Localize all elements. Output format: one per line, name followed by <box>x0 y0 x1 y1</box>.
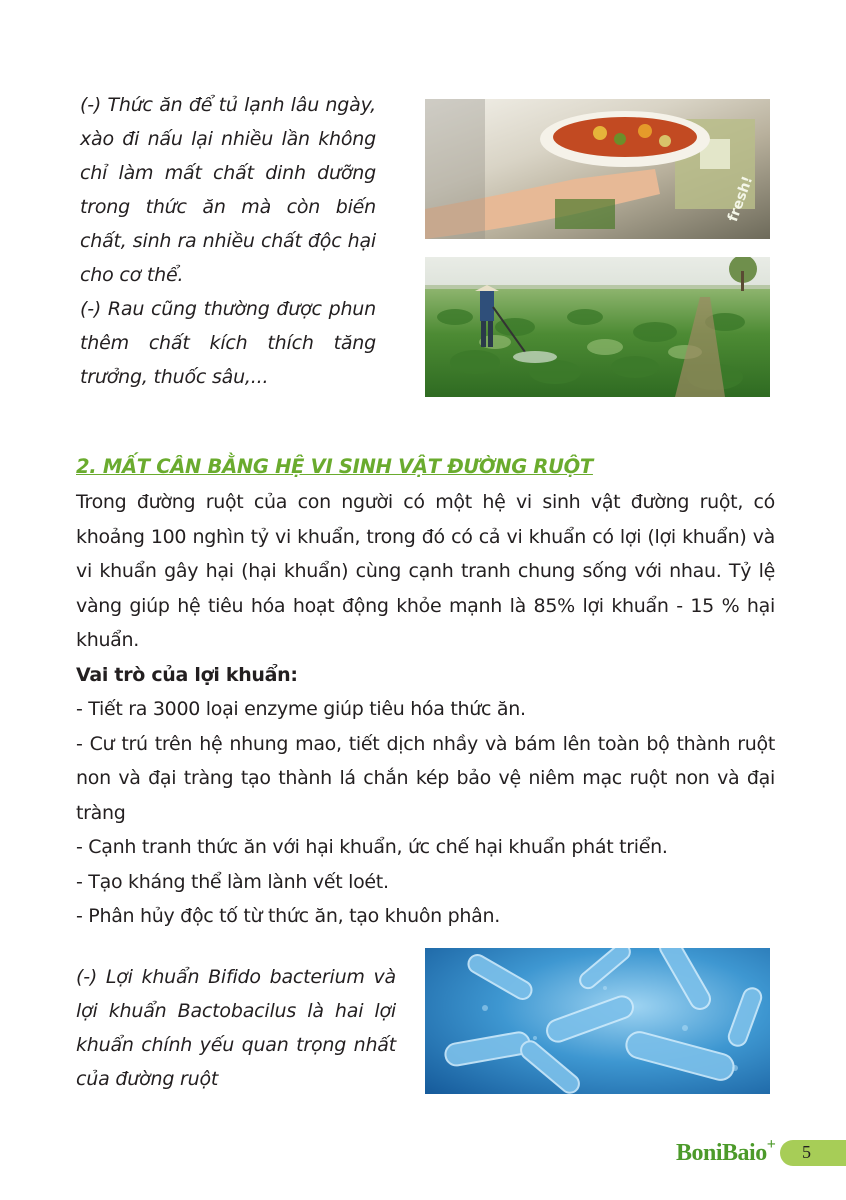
top-text-block <box>80 88 376 394</box>
bacteria-paragraph: (-) Lợi khuẩn Bifido bacterium và lợi khuẩn Bactobacilus là hai lợi khuẩn chính yếu quan trọng nhất của đường ruột <box>76 966 396 1090</box>
intro-paragraph: Trong đường ruột của con người có một hệ vi sinh vật đường ruột, có khoảng 100 nghìn tỷ vi khuẩn, trong đó có cả vi khuẩn có lợi (lợi khuẩn) và vi khuẩn gây hại (hại khuẩn) cùng cạnh tranh chung sống với nhau. Tỷ lệ vàng giúp hệ tiêu hóa hoạt động khỏe mạnh là 85% lợi khuẩn - 15 % hại khuẩn. <box>76 491 775 651</box>
fridge-illustration <box>425 99 770 239</box>
role-item: - Cư trú trên hệ nhung mao, tiết dịch nhầy và bám lên toàn bộ thành ruột non và đại tràng tạo thành lá chắn kép bảo vệ niêm mạc ruột non và đại tràng <box>76 732 775 824</box>
bottom-text-block <box>76 960 396 1096</box>
bacteria-illustration <box>425 948 770 1094</box>
role-item: - Tiết ra 3000 loại enzyme giúp tiêu hóa thức ăn. <box>76 698 526 720</box>
body-text-block <box>76 485 775 934</box>
fridge-photo <box>425 99 770 239</box>
field-illustration <box>425 257 770 397</box>
brand-name: BoniBaio <box>676 1140 767 1166</box>
fridge-food-paragraph: (-) Thức ăn để tủ lạnh lâu ngày, xào đi nấu lại nhiều lần không chỉ làm mất chất dinh dưỡng trong thức ăn mà còn biến chất, sinh ra nhiều chất độc hại cho cơ thể. <box>80 94 376 286</box>
page-number-tab <box>780 1140 846 1166</box>
roles-title: Vai trò của lợi khuẩn: <box>76 663 298 686</box>
brand-logo <box>676 1138 775 1167</box>
fridge-label: fresh! <box>725 174 757 224</box>
bacteria-photo <box>425 948 770 1094</box>
section-heading: 2. MẤT CÂN BẰNG HỆ VI SINH VẬT ĐƯỜNG RUỘT <box>76 455 593 478</box>
brand-plus: + <box>766 1136 776 1153</box>
role-item: - Tạo kháng thể làm lành vết loét. <box>76 870 389 893</box>
field-photo <box>425 257 770 397</box>
role-item: - Cạnh tranh thức ăn với hại khuẩn, ức chế hại khuẩn phát triển. <box>76 836 668 858</box>
page-number: 5 <box>802 1142 811 1162</box>
vegetable-paragraph: (-) Rau cũng thường được phun thêm chất kích thích tăng trưởng, thuốc sâu,... <box>80 298 376 388</box>
role-item: - Phân hủy độc tố từ thức ăn, tạo khuôn phân. <box>76 905 500 927</box>
